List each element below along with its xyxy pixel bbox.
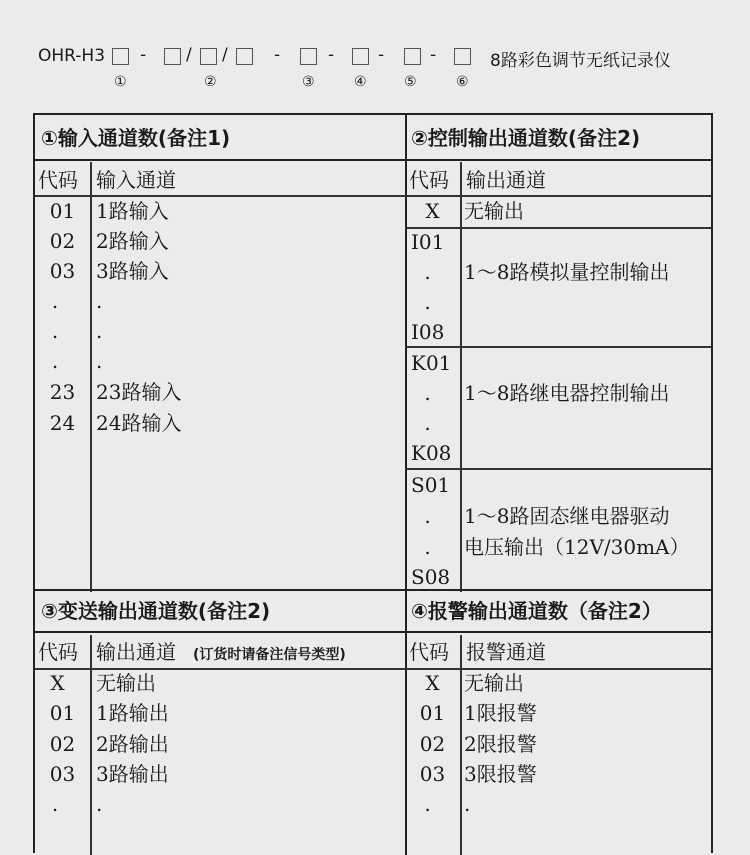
s3-col-note: (订货时请备注信号类型) xyxy=(193,647,346,663)
code-box-7 xyxy=(404,48,421,65)
s2-k-code-0: K01 xyxy=(411,351,452,375)
model-prefix: OHR-H3 xyxy=(38,46,106,66)
s3-desc-2: 2路输出 xyxy=(96,732,169,756)
s4-desc-3: 3限报警 xyxy=(464,762,537,786)
s3-header-line xyxy=(35,668,711,670)
s3-desc-3: 3路输出 xyxy=(96,762,169,786)
s4-col-code: 代码 xyxy=(409,640,449,664)
s2-s-code-0: S01 xyxy=(411,473,451,497)
s3-desc-0: 无输出 xyxy=(96,671,156,695)
option-table xyxy=(33,113,713,853)
dash-1: - xyxy=(140,45,147,65)
s3-code-2: 02 xyxy=(49,732,76,756)
s4-code-4: . xyxy=(424,792,431,816)
s2-i-line xyxy=(405,346,711,348)
section-divider xyxy=(35,589,711,591)
code-box-3 xyxy=(200,48,217,65)
dash-4: - xyxy=(378,45,385,65)
s1-desc-2: 3路输入 xyxy=(96,259,169,283)
s3-col-desc: 输出通道 xyxy=(96,640,176,664)
code-box-5 xyxy=(300,48,317,65)
s2-k-line xyxy=(405,468,711,470)
s3-desc-1: 1路输出 xyxy=(96,701,169,725)
marker-2: ② xyxy=(204,74,217,90)
s3-title-line xyxy=(35,631,711,633)
slash-2: / xyxy=(222,45,228,65)
s1-title-line xyxy=(35,159,711,161)
s2-i-desc: 1～8路模拟量控制输出 xyxy=(464,260,670,284)
s2-i-code-3: I08 xyxy=(411,320,445,344)
s1-col-desc: 输入通道 xyxy=(96,168,176,192)
s2-s-code-1: . xyxy=(424,504,431,528)
s1-code-2: 03 xyxy=(49,259,76,283)
marker-4: ④ xyxy=(354,74,367,90)
s1-desc-5: . xyxy=(96,349,103,373)
s2-col-code: 代码 xyxy=(409,168,449,192)
dash-5: - xyxy=(430,45,437,65)
marker-5: ⑤ xyxy=(404,74,417,90)
code-box-6 xyxy=(352,48,369,65)
s1-desc-3: . xyxy=(96,289,103,313)
s1-code-7: 24 xyxy=(49,411,76,435)
s1-col-divider xyxy=(90,162,92,592)
code-box-4 xyxy=(236,48,253,65)
dash-3: - xyxy=(328,45,335,65)
model-suffix: 8路彩色调节无纸记录仪 xyxy=(490,51,671,71)
s1-col-code: 代码 xyxy=(38,168,78,192)
s2-k-code-2: . xyxy=(424,411,431,435)
slash-1: / xyxy=(186,45,192,65)
s4-desc-0: 无输出 xyxy=(464,671,524,695)
code-box-8 xyxy=(454,48,471,65)
s2-s-code-2: . xyxy=(424,535,431,559)
s2-i-code-2: . xyxy=(424,290,431,314)
marker-6: ⑥ xyxy=(456,74,469,90)
code-box-2 xyxy=(164,48,181,65)
s3-desc-4: . xyxy=(96,792,103,816)
s2-k-code-3: K08 xyxy=(411,441,452,465)
s2-x-line xyxy=(405,227,711,229)
s3-code-1: 01 xyxy=(49,701,76,725)
s1-code-5: . xyxy=(51,349,59,373)
s1-code-0: 01 xyxy=(49,199,76,223)
s2-i-code-0: I01 xyxy=(411,230,445,254)
s4-desc-4: . xyxy=(464,792,471,816)
s1-code-1: 02 xyxy=(49,229,76,253)
s2-i-code-1: . xyxy=(424,260,431,284)
s1-desc-7: 24路输入 xyxy=(96,411,182,435)
s4-col-desc: 报警通道 xyxy=(466,640,546,664)
s4-desc-2: 2限报警 xyxy=(464,732,537,756)
s1-header-line xyxy=(35,195,405,197)
s3-code-3: 03 xyxy=(49,762,76,786)
s1-desc-0: 1路输入 xyxy=(96,199,169,223)
s1-code-6: 23 xyxy=(49,380,76,404)
s4-desc-1: 1限报警 xyxy=(464,701,537,725)
s1-code-3: . xyxy=(51,289,59,313)
s2-k-desc: 1～8路继电器控制输出 xyxy=(464,381,670,405)
s3-col-code: 代码 xyxy=(38,640,78,664)
s2-title: ②控制输出通道数(备注2) xyxy=(411,126,641,150)
s1-desc-6: 23路输入 xyxy=(96,380,182,404)
dash-2: - xyxy=(274,45,281,65)
s2-header-line xyxy=(405,195,711,197)
s2-x-desc: 无输出 xyxy=(464,199,524,223)
s3-code-0: X xyxy=(50,671,65,695)
s2-s-code-3: S08 xyxy=(411,565,451,589)
s3-code-4: . xyxy=(51,792,59,816)
s4-title: ④报警输出通道数（备注2） xyxy=(411,599,662,623)
s2-x-code: X xyxy=(425,199,440,223)
marker-1: ① xyxy=(114,74,127,90)
s2-s-desc-1: 1～8路固态继电器驱动 xyxy=(464,504,670,528)
marker-3: ③ xyxy=(302,74,315,90)
s2-k-code-1: . xyxy=(424,381,431,405)
s1-desc-4: . xyxy=(96,319,103,343)
s4-code-0: X xyxy=(425,671,440,695)
s4-code-2: 02 xyxy=(419,732,446,756)
s1-code-4: . xyxy=(51,319,59,343)
s1-title: ①输入通道数(备注1) xyxy=(41,126,231,150)
s4-code-3: 03 xyxy=(419,762,446,786)
s4-code-1: 01 xyxy=(419,701,446,725)
s1-desc-1: 2路输入 xyxy=(96,229,169,253)
s3-title: ③变送输出通道数(备注2) xyxy=(41,599,271,623)
s2-s-desc-2: 电压输出（12V/30mA） xyxy=(464,535,690,559)
code-box-1 xyxy=(112,48,129,65)
s2-col-desc: 输出通道 xyxy=(466,168,546,192)
